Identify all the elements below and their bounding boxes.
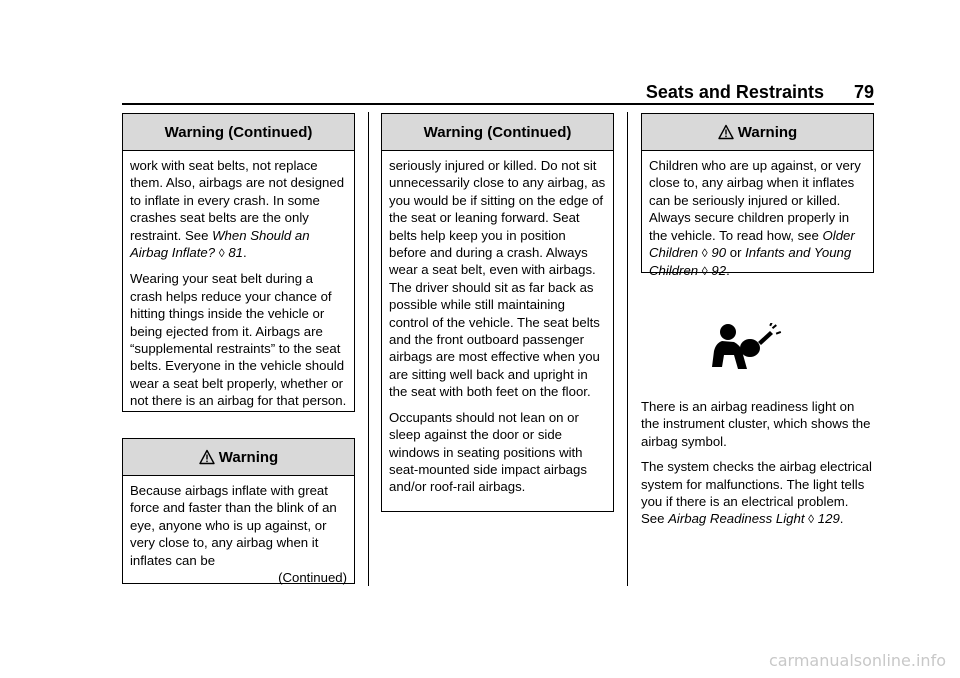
punctuation: . [726,263,730,279]
warning-paragraph: seriously injured or killed. Do not sit unnecessarily close to any airbag, as you would be if sitting on the edge of the seat or leaning forward. Seat belts help keep you in position before and during a crash. Always wear a seat belt, even with airbags. The driver should sit as far back as possible while still maintaining control of the vehicle. The seat belts and the front outboard passenger airbags are most effective when you are sitting well back and upright in the seat with both feet on the floor. [389,158,606,400]
warning-triangle-icon [718,124,734,140]
page-arrow-icon: ◊ [808,512,815,527]
paragraph-text: or [726,245,746,261]
header-rule [122,103,874,105]
warning-paragraph [130,157,347,262]
column-divider-2 [627,112,628,586]
paragraph-text: work with seat belts, not replace them. Also, airbags are not designed to inflate in every crash. In some crashes seat belts are the only restraint. See [130,158,345,243]
page-header [122,82,874,104]
warning-body [642,151,873,281]
warning-body [123,476,354,586]
body-paragraph: There is an airbag readiness light on the instrument cluster, which shows the airbag symbol. [641,399,871,449]
page-arrow-icon: ◊ [218,246,225,261]
cross-reference-link[interactable]: Older Children [649,227,855,261]
warning-triangle-icon [199,449,215,465]
warning-box-2 [122,438,355,584]
warning-body [382,151,613,496]
warning-paragraph [649,157,866,281]
warning-heading: Warning (Continued) [382,114,613,151]
cross-reference-page[interactable]: 129 [817,511,840,527]
warning-heading-text: Warning [737,123,798,141]
cross-reference-link[interactable]: When Should an Airbag Inflate? [130,227,310,261]
cross-reference-link[interactable]: Infants and Young Children [649,245,852,279]
cross-reference-page[interactable]: 81 [228,245,243,261]
section-title: Seats and Restraints [645,82,824,102]
warning-heading-text: Warning [218,448,279,466]
warning-heading [123,439,354,476]
continued-label: (Continued) [278,570,347,586]
page-arrow-icon: ◊ [701,264,708,279]
warning-box-children [641,113,874,279]
punctuation: . [839,511,844,527]
punctuation: . [243,245,247,261]
cross-reference-link[interactable]: Airbag Readiness Light [668,511,805,527]
body-paragraph [641,458,874,529]
warning-paragraph: Wearing your seat belt during a crash helps reduce your chance of hitting things inside the vehicle or being ejected from it. Airbags are “supplemental restraints” to the seat belts. Everyone in the vehicle should wear a seat belt properly, whether or not there is an airbag for that person. [130,271,347,409]
warning-heading [642,114,873,151]
warning-heading: Warning (Continued) [123,114,354,151]
cross-reference-page[interactable]: 92 [711,263,727,279]
cross-reference-page[interactable]: 90 [711,245,727,261]
warning-body [123,151,354,410]
column-divider-1 [368,112,369,586]
warning-box-continued-2 [381,113,614,512]
warning-paragraph: Occupants should not lean on or sleep against the door or side windows in seating positions with seat-mounted side impact airbags and/or roof-rail airbags. [389,409,587,495]
watermark: carmanualsonline.info [768,651,946,670]
warning-box-continued-1 [122,113,355,412]
airbag-symbol-icon [708,323,784,371]
warning-paragraph: Because airbags inflate with great force and faster than the blink of an eye, anyone who is up against, or very close to, any airbag when it inflates can be [130,483,337,568]
airbag-readiness-text [641,398,874,537]
page-arrow-icon: ◊ [701,246,708,261]
paragraph-text: The system checks the airbag electrical system for malfunctions. The light tells you if there is an electrical problem. See [641,459,872,527]
page-number: 79 [853,82,874,102]
paragraph-text: Children who are up against, or very close to, any airbag when it inflates can be seriously injured or killed. Always secure children properly in the vehicle. To read how, see [649,158,861,243]
